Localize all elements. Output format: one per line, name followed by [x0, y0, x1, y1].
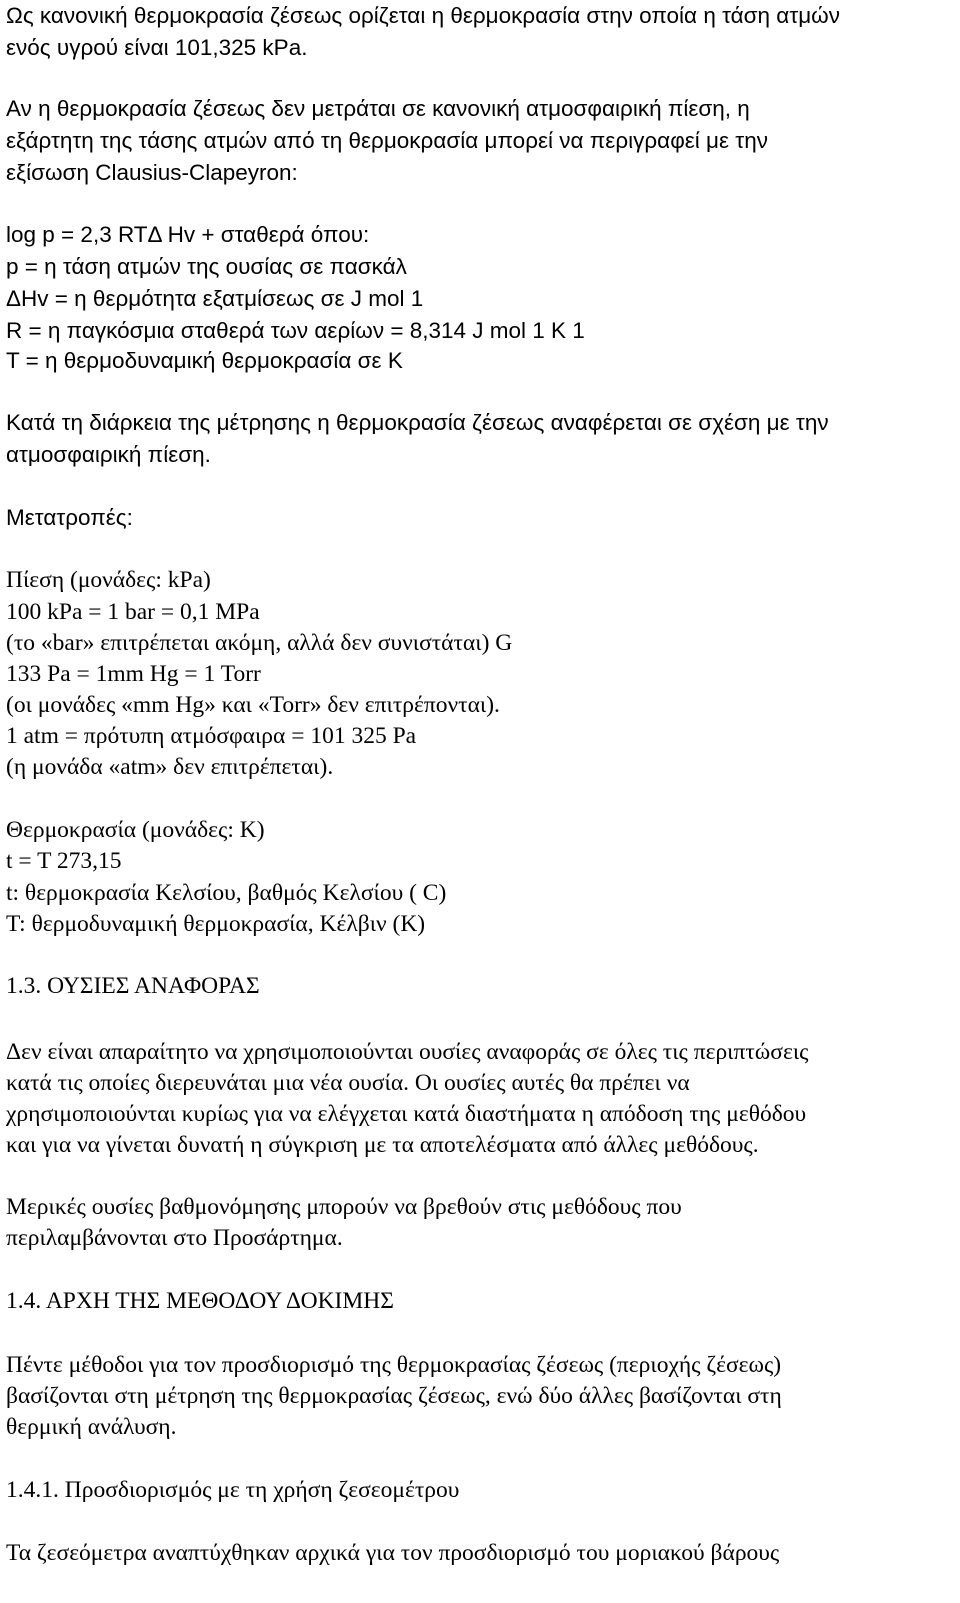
reporting-line-2: ατμοσφαιρική πίεση. [6, 442, 211, 467]
reference-line-1: Δεν είναι απαραίτητο να χρησιμοποιούνται ουσίες αναφοράς σε όλες τις περιπτώσεις [6, 1039, 809, 1065]
section-1-4-heading: 1.4. ΑΡΧΗ ΤΗΣ ΜΕΘΟΔΟΥ ΔΟΚΙΜΗΣ [6, 1288, 394, 1314]
pressure-line-3: (το «bar» επιτρέπεται ακόμη, αλλά δεν συνιστάται) G [6, 630, 513, 656]
clausius-line-1: Αν η θερμοκρασία ζέσεως δεν μετράται σε κανονική ατμοσφαιρική πίεση, η [6, 96, 750, 121]
temperature-line-4: T: θερμοδυναμική θερμοκρασία, Κέλβιν (K) [6, 911, 426, 937]
clausius-line-3: εξίσωση Clausius-Clapeyron: [6, 160, 298, 185]
definition-dhv: ΔHv = η θερμότητα εξατμίσεως σε J mol 1 [6, 286, 424, 311]
definition-p: p = η τάση ατμών της ουσίας σε πασκάλ [6, 254, 407, 279]
pressure-line-4: 133 Pa = 1mm Hg = 1 Torr [6, 661, 261, 687]
temperature-line-2: t = T 273,15 [6, 848, 122, 874]
pressure-line-7: (η μονάδα «atm» δεν επιτρέπεται). [6, 754, 334, 780]
intro-line-2: ενός υγρού είναι 101,325 kPa. [6, 35, 308, 60]
calibration-line-2: περιλαμβάνονται στο Προσάρτημα. [6, 1225, 343, 1251]
pressure-units: Πίεση (μονάδες: kPa) [6, 567, 211, 593]
section-1-3-heading: 1.3. ΟΥΣΙΕΣ ΑΝΑΦΟΡΑΣ [6, 973, 260, 999]
principle-line-1: Πέντε μέθοδοι για τον προσδιορισμό της θερμοκρασίας ζέσεως (περιοχής ζέσεως) [6, 1352, 782, 1378]
reference-line-2: κατά τις οποίες διερευνάται μια νέα ουσία. Οι ουσίες αυτές θα πρέπει να [6, 1070, 690, 1096]
definition-r: R = η παγκόσμια σταθερά των αερίων = 8,314 J mol 1 K 1 [6, 318, 585, 343]
reporting-line-1: Κατά τη διάρκεια της μέτρησης η θερμοκρασία ζέσεως αναφέρεται σε σχέση με την [6, 410, 829, 435]
reference-line-3: χρησιμοποιούνται κυρίως για να ελέγχεται κατά διαστήματα η απόδοση της μεθόδου [6, 1101, 807, 1127]
temperature-line-3: t: θερμοκρασία Κελσίου, βαθμός Κελσίου ( C) [6, 880, 447, 906]
pressure-line-5: (οι μονάδες «mm Hg» και «Torr» δεν επιτρέπονται). [6, 692, 500, 718]
calibration-line-1: Μερικές ουσίες βαθμονόμησης μπορούν να βρεθούν στις μεθόδους που [6, 1194, 682, 1220]
pressure-line-6: 1 atm = πρότυπη ατμόσφαιρα = 101 325 Pa [6, 723, 417, 749]
definition-t: T = η θερμοδυναμική θερμοκρασία σε K [6, 348, 403, 373]
temperature-units: Θερμοκρασία (μονάδες: K) [6, 817, 265, 843]
reference-line-4: και για να γίνεται δυνατή η σύγκριση με τα αποτελέσματα από άλλες μεθόδους. [6, 1132, 759, 1158]
clausius-line-2: εξάρτητη της τάσης ατμών από τη θερμοκρασία μπορεί να περιγραφεί με την [6, 128, 768, 153]
principle-line-2: βασίζονται στη μέτρηση της θερμοκρασίας ζέσεως, ενώ δύο άλλες βασίζονται στη [6, 1383, 782, 1409]
ebulliometer-line-1: Τα ζεσεόμετρα αναπτύχθηκαν αρχικά για τον προσδιορισμό του μοριακού βάρους [6, 1540, 780, 1566]
conversions-heading: Μετατροπές: [6, 505, 133, 530]
equation-line: log p = 2,3 RTΔ Hv + σταθερά όπου: [6, 222, 370, 247]
pressure-line-2: 100 kPa = 1 bar = 0,1 MPa [6, 599, 260, 625]
principle-line-3: θερμική ανάλυση. [6, 1414, 177, 1440]
section-1-4-1-heading: 1.4.1. Προσδιορισμός με τη χρήση ζεσεομέτρου [6, 1477, 460, 1503]
intro-line-1: Ως κανονική θερμοκρασία ζέσεως ορίζεται η θερμοκρασία στην οποία η τάση ατμών [6, 3, 840, 28]
